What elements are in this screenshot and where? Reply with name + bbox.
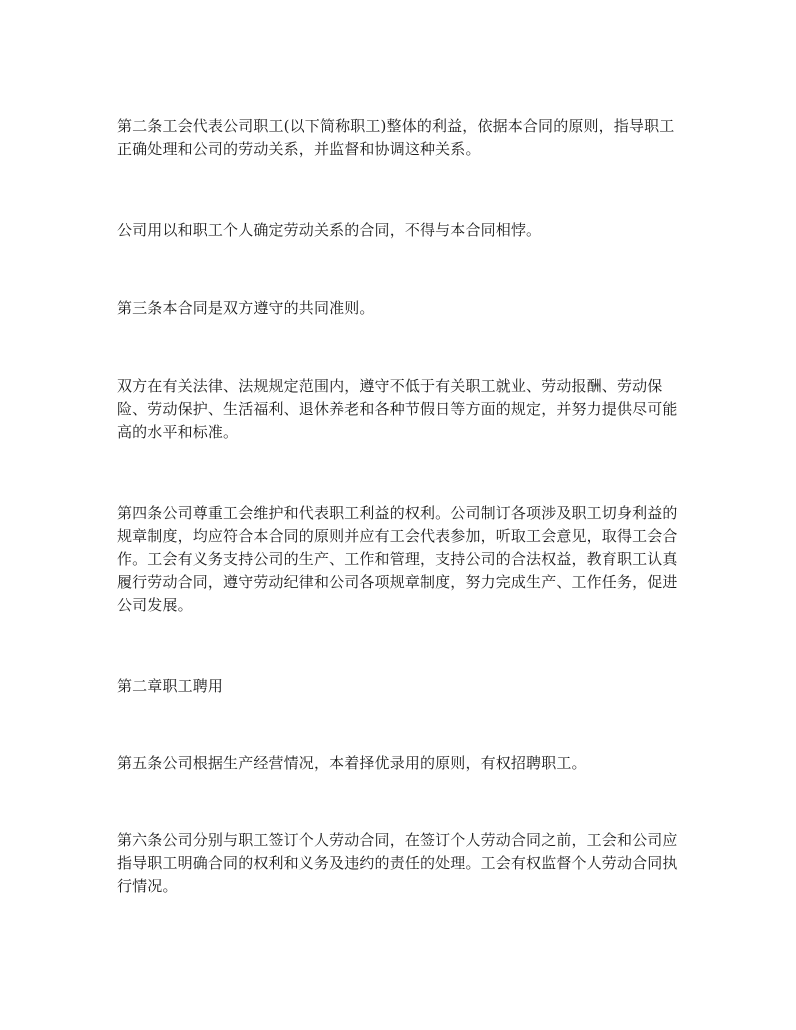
paragraph-article-3: 第三条本合同是双方遵守的共同准则。 — [117, 299, 375, 317]
chapter-heading-employment: 第二章职工聘用 — [117, 677, 224, 695]
paragraph-standards: 双方在有关法律、法规规定范围内，遵守不低于有关职工就业、劳动报酬、劳动保险、劳动保护、生活福利、退休养老和各种节假日等方面的规定，并努力提供尽可能高的水平和标准。 — [117, 377, 678, 441]
paragraph-contract-consistency: 公司用以和职工个人确定劳动关系的合同，不得与本合同相悖。 — [117, 221, 542, 239]
paragraph-article-5: 第五条公司根据生产经营情况，本着择优录用的原则，有权招聘职工。 — [117, 754, 587, 772]
paragraph-article-4: 第四条公司尊重工会维护和代表职工利益的权利。公司制订各项涉及职工切身利益的规章制度，均应符合本合同的原则并应有工会代表参加，听取工会意见，取得工会合作。工会有义务支持公司的生产、工作和管理，支持公司的合法权益，教育职工认真履行劳动合同，遵守劳动纪律和公司各项规章制度，努力完成生产、工作任务，促进公司发展。 — [117, 504, 678, 614]
paragraph-article-6: 第六条公司分别与职工签订个人劳动合同，在签订个人劳动合同之前，工会和公司应指导职工明确合同的权利和义务及违约的责任的处理。工会有权监督个人劳动合同执行情况。 — [117, 831, 678, 895]
paragraph-article-2: 第二条工会代表公司职工(以下简称职工)整体的利益，依据本合同的原则，指导职工正确处理和公司的劳动关系，并监督和协调这种关系。 — [117, 117, 675, 158]
